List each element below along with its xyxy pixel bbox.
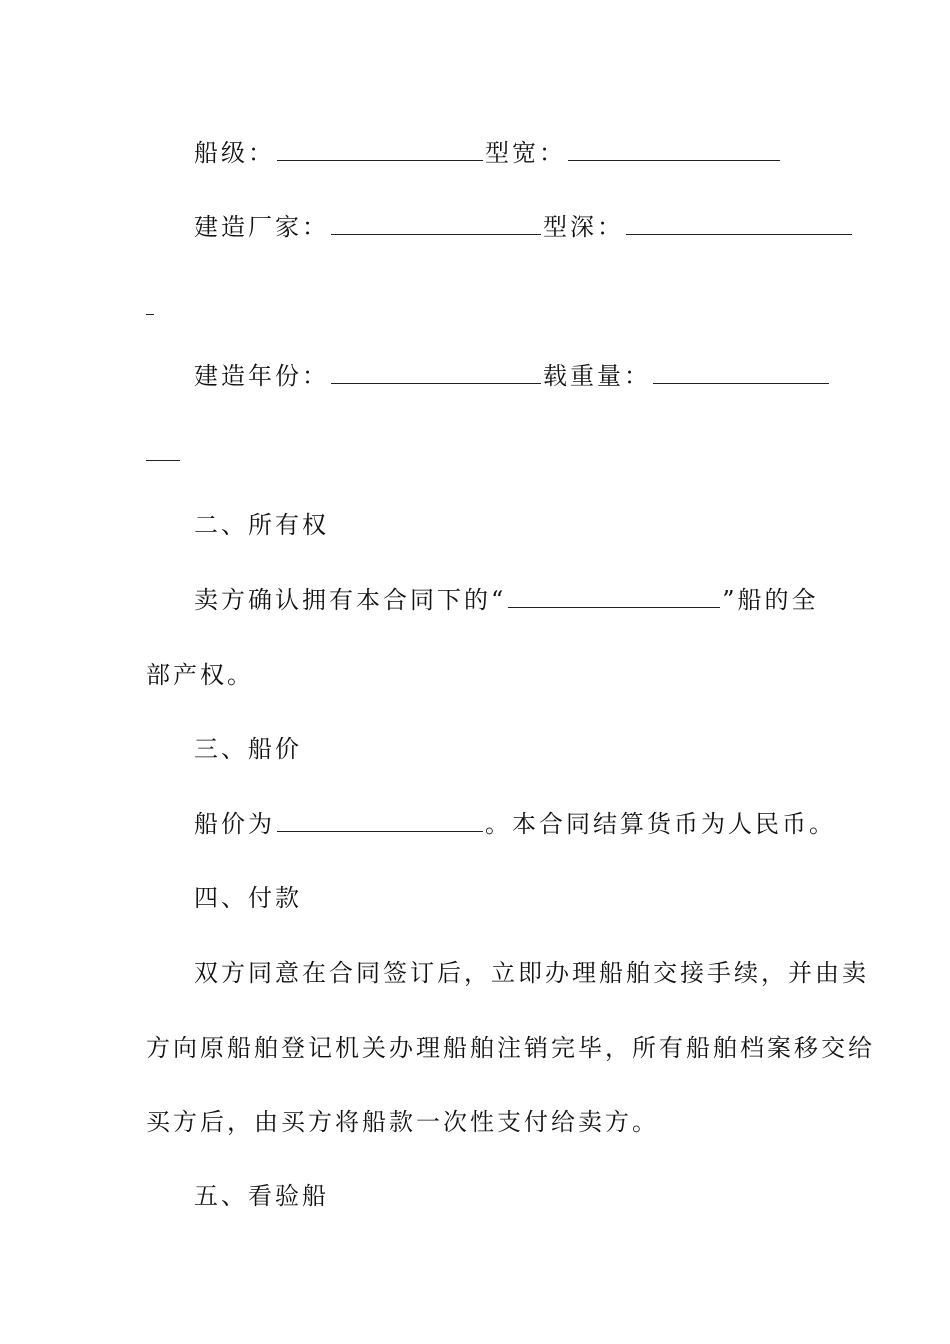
ownership-text-a: 卖方确认拥有本合同下的“ xyxy=(194,586,507,614)
breadth-blank xyxy=(568,138,780,161)
depth-blank-continuation xyxy=(146,313,154,315)
payment-paragraph-line-3: 买方后，由买方将船款一次性支付给卖方。 xyxy=(146,1108,659,1136)
deadweight-blank-continuation xyxy=(146,459,180,461)
breadth-label: 型宽： xyxy=(485,139,566,167)
deadweight-blank xyxy=(653,361,829,384)
build-year-label: 建造年份： xyxy=(194,362,329,390)
builder-blank xyxy=(331,212,541,235)
ship-name-blank xyxy=(508,585,720,608)
builder-label: 建造厂家： xyxy=(194,213,329,241)
build-year-row xyxy=(194,360,858,392)
section-3-heading: 三、船价 xyxy=(194,735,302,763)
payment-paragraph-line-2: 方向原船舶登记机关办理船舶注销完毕，所有船舶档案移交给 xyxy=(146,1034,875,1062)
section-5-heading: 五、看验船 xyxy=(194,1182,329,1210)
ownership-text-b: ”船的全 xyxy=(722,586,819,614)
build-year-blank xyxy=(331,361,541,384)
depth-label: 型深： xyxy=(543,213,624,241)
section-2-heading: 二、所有权 xyxy=(194,511,329,539)
price-blank xyxy=(277,809,483,832)
ownership-paragraph-line-1 xyxy=(194,584,858,616)
deadweight-label: 载重量： xyxy=(543,362,651,390)
price-paragraph xyxy=(194,808,858,840)
ownership-paragraph-line-2: 部产权。 xyxy=(146,661,254,689)
ship-class-blank xyxy=(277,138,483,161)
section-4-heading: 四、付款 xyxy=(194,884,302,912)
price-text-b: 。本合同结算货币为人民币。 xyxy=(485,810,836,838)
ship-class-label: 船级： xyxy=(194,139,275,167)
depth-blank xyxy=(626,212,852,235)
payment-paragraph-line-1: 双方同意在合同签订后，立即办理船舶交接手续，并由卖 xyxy=(194,959,869,987)
builder-row xyxy=(194,211,858,243)
ship-class-row xyxy=(194,137,858,169)
price-text-a: 船价为 xyxy=(194,810,275,838)
